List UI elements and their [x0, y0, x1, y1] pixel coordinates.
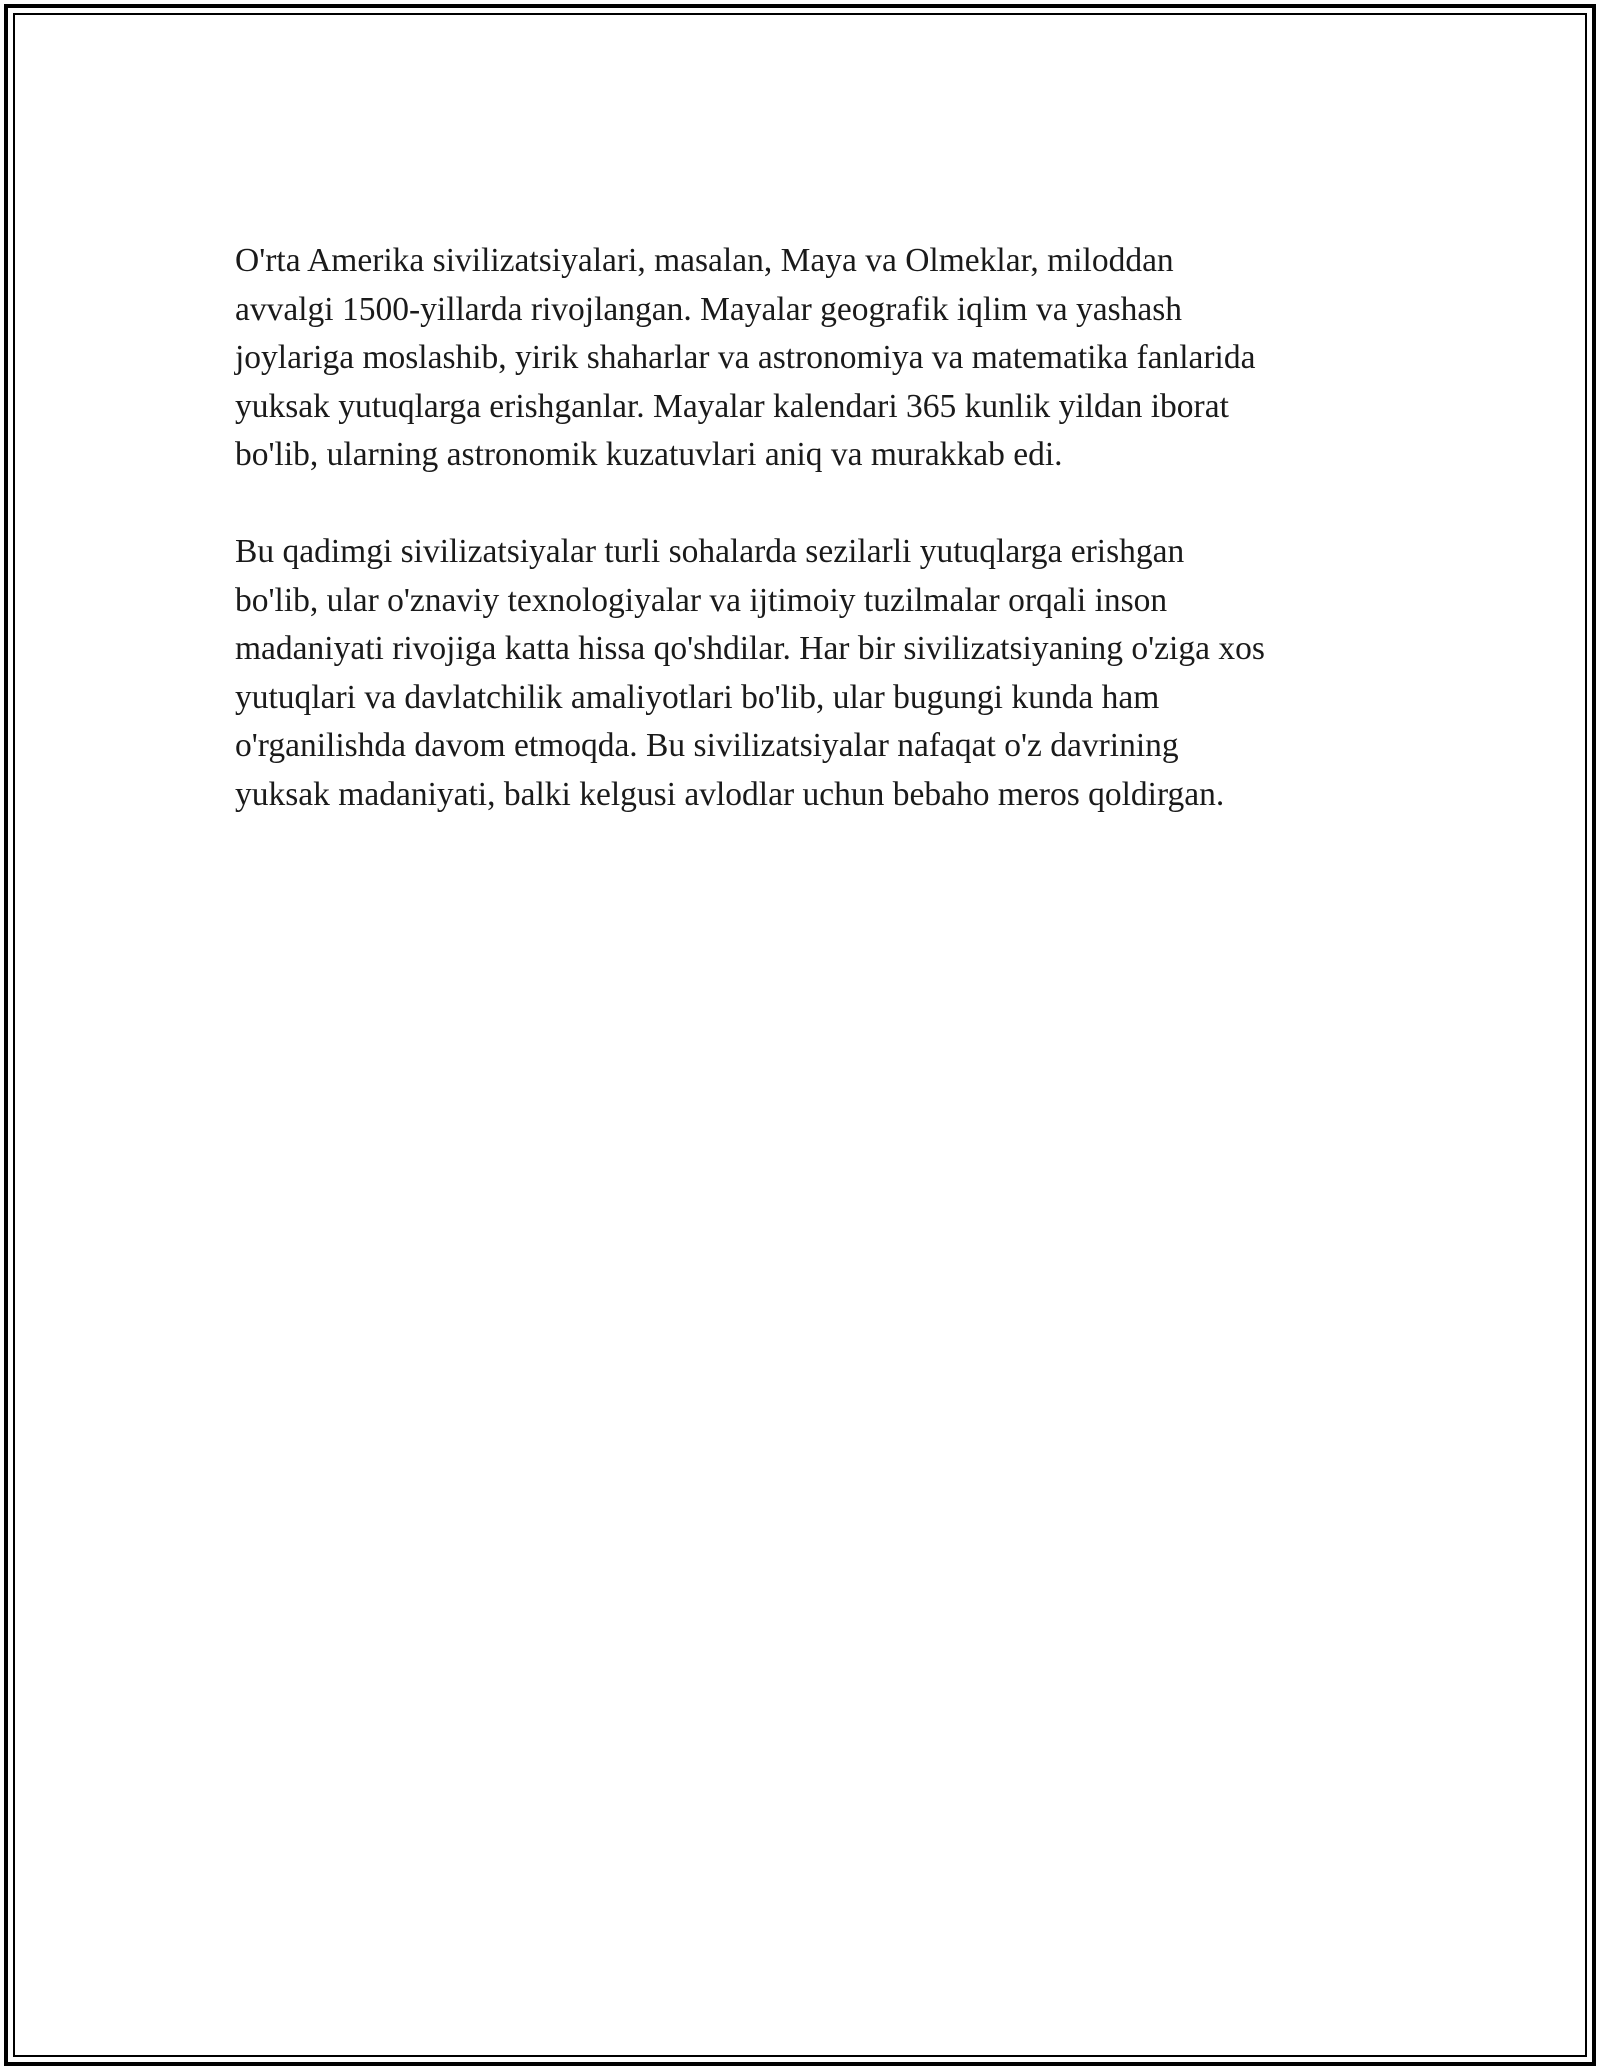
paragraph-1 — [235, 237, 1395, 480]
text-line: Bu qadimgi sivilizatsiyalar turli sohalarda sezilarli yutuqlarga erishgan — [235, 533, 1185, 570]
paragraph-2 — [235, 528, 1395, 819]
document-body — [235, 237, 1395, 868]
text-line: yutuqlari va davlatchilik amaliyotlari bo'lib, ular bugungi kunda ham — [235, 678, 1160, 716]
text-line: madaniyati rivojiga katta hissa qo'shdilar. Har bir sivilizatsiyaning o'ziga xos — [235, 630, 1265, 667]
text-line: O'rta Amerika sivilizatsiyalari, masalan, Maya va Olmeklar, miloddan — [235, 242, 1174, 279]
text-line: bo'lib, ularning astronomik kuzatuvlari aniq va murakkab edi. — [235, 436, 1063, 473]
text-line: yuksak madaniyati, balki kelgusi avlodlar uchun bebaho meros qoldirgan. — [235, 775, 1225, 813]
text-line: o'rganilishda davom etmoqda. Bu sivilizatsiyalar nafaqat o'z davrining — [235, 727, 1179, 764]
text-line: yuksak yutuqlarga erishganlar. Mayalar kalendari 365 kunlik yildan iborat — [235, 387, 1229, 425]
text-line: joylariga moslashib, yirik shaharlar va astronomiya va matematika fanlarida — [235, 339, 1256, 376]
text-line: bo'lib, ular o'znaviy texnologiyalar va ijtimoiy tuzilmalar orqali inson — [235, 581, 1168, 619]
text-line: avvalgi 1500-yillarda rivojlangan. Mayalar geografik iqlim va yashash — [235, 290, 1183, 328]
